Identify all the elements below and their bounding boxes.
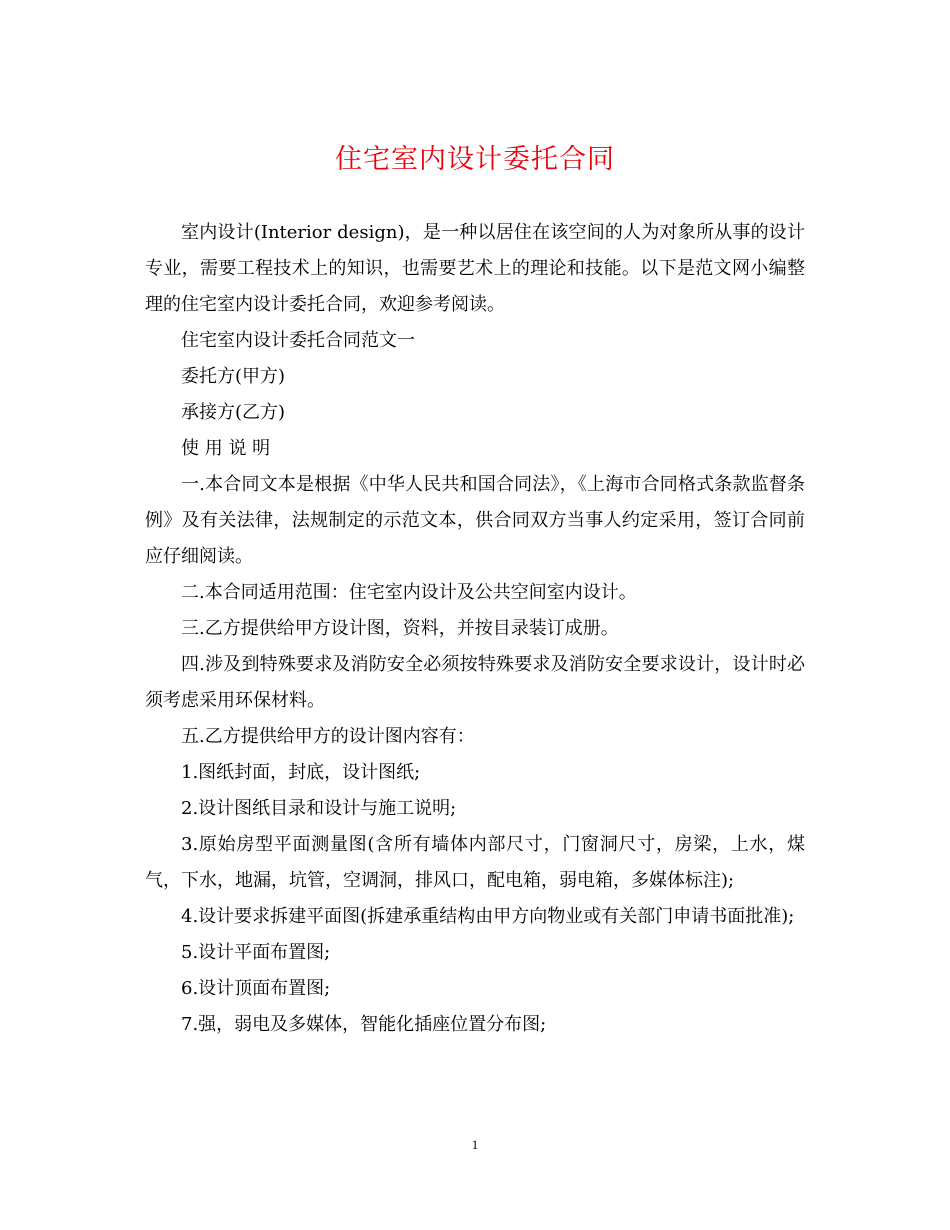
document-title: 住宅室内设计委托合同 (335, 144, 615, 175)
paragraph-sample-heading: 住宅室内设计委托合同范文一 (181, 330, 415, 351)
page-number: 1 (471, 1137, 479, 1152)
paragraph-party-b: 承接方(乙方) (181, 402, 286, 423)
paragraph-party-a: 委托方(甲方) (181, 366, 286, 387)
paragraph-clause-4: 四.涉及到特殊要求及消防安全必须按特殊要求及消防安全要求设计，设计时必须考虑采用环保材料。 (145, 654, 805, 711)
paragraph-item-6: 6.设计顶面布置图; (181, 978, 331, 999)
document-body (145, 215, 805, 1043)
paragraph-clause-5: 五.乙方提供给甲方的设计图内容有： (181, 726, 475, 747)
paragraph-item-7: 7.强，弱电及多媒体，智能化插座位置分布图; (181, 1014, 547, 1035)
paragraph-item-5: 5.设计平面布置图; (181, 942, 331, 963)
paragraph-item-1: 1.图纸封面，封底，设计图纸; (181, 762, 421, 783)
paragraph-clause-1: 一.本合同文本是根据《中华人民共和国合同法》，《上海市合同格式条款监督条例》及有关法律，法规制定的示范文本，供合同双方当事人约定采用，签订合同前应仔细阅读。 (145, 474, 805, 567)
paragraph-instructions-heading: 使 用 说 明 (181, 438, 271, 459)
paragraph-item-4: 4.设计要求拆建平面图(拆建承重结构由甲方向物业或有关部门申请书面批准); (181, 906, 795, 927)
paragraph-clause-3: 三.乙方提供给甲方设计图，资料，并按目录装订成册。 (181, 618, 619, 639)
paragraph-intro: 室内设计(Interior design)，是一种以居住在该空间的人为对象所从事的设计专业，需要工程技术上的知识，也需要艺术上的理论和技能。以下是范文网小编整理的住宅室内设计委托合同，欢迎参考阅读。 (145, 222, 805, 315)
paragraph-clause-2: 二.本合同适用范围：住宅室内设计及公共空间室内设计。 (181, 582, 637, 603)
paragraph-item-3: 3.原始房型平面测量图(含所有墙体内部尺寸，门窗洞尺寸，房梁，上水，煤气，下水，地漏，坑管，空调洞，排风口，配电箱，弱电箱，多媒体标注); (145, 834, 805, 891)
paragraph-item-2: 2.设计图纸目录和设计与施工说明; (181, 798, 457, 819)
